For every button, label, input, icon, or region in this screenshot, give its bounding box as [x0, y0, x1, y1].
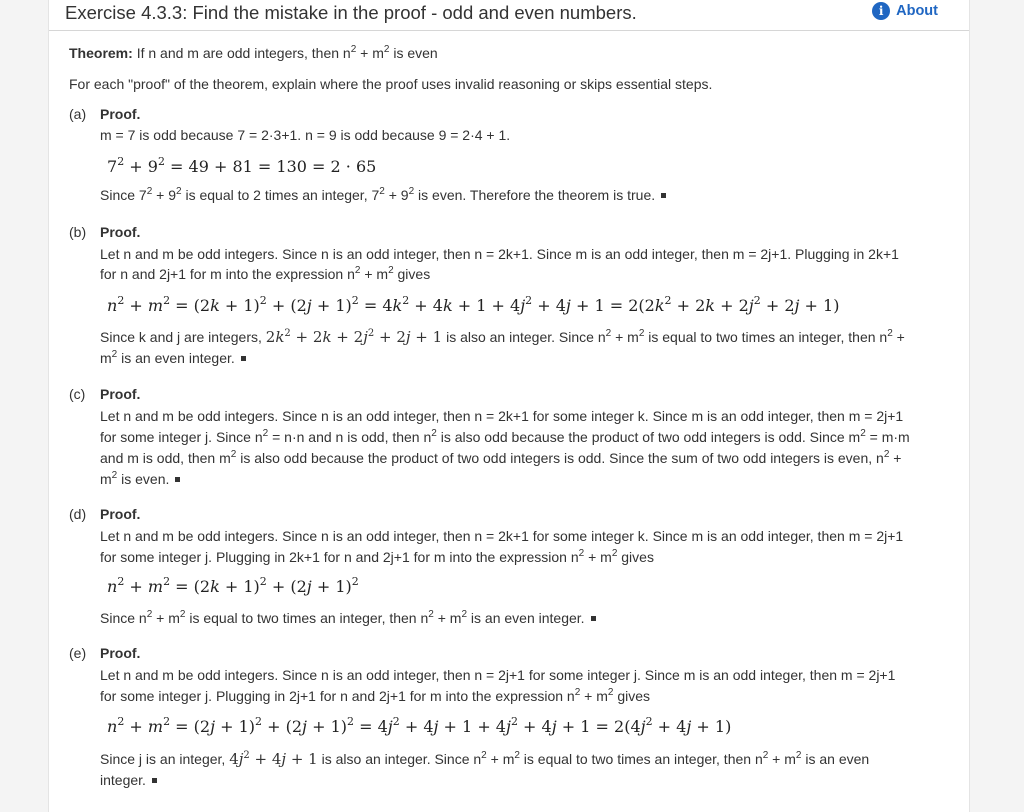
- qed-mark: [175, 477, 180, 482]
- part-b-line-2: for n and 2j+1 for m into the expression $n^2 + m^2$ gives: [100, 265, 431, 282]
- part-e-label: (e): [69, 645, 87, 661]
- part-d-line-1: Let n and m be odd integers. Since n is an odd integer, then n = 2k+1 for some integer k. Since m is an odd integer, then m = 2j+1: [100, 528, 904, 544]
- qed-mark: [591, 616, 596, 621]
- part-b-line-1: Let n and m be odd integers. Since n is an odd integer, then n = 2k+1. Since m is an odd integer, then m = 2j+1. Plugging in 2k+1: [100, 246, 899, 262]
- part-d-equation: $n^2 + m^2 = (2k + 1)^2 + (2j + 1)^2$: [107, 575, 359, 596]
- part-d-label: (d): [69, 506, 87, 522]
- part-b-line-4: Since k and j are integers, $2k^2 + 2k + 2j^2 + 2j + 1$ is also an integer. Since $n^2 + m^2$ is equal to two times an integer, then $n^2$ +: [100, 328, 905, 346]
- part-d-line-4: Since $n^2 + m^2$ is equal to two times an integer, then $n^2 + m^2$ is an even integer.: [100, 609, 596, 627]
- part-c-label: (c): [69, 386, 86, 402]
- qed-mark: [152, 778, 157, 783]
- part-e-proof-heading: Proof.: [100, 645, 141, 661]
- part-e-equation: $n^2 + m^2 = (2j + 1)^2 + (2j + 1)^2 = 4j^2 + 4j + 1 + 4j^2 + 4j + 1 = 2(4j^2 + 4j + 1)$: [107, 715, 732, 736]
- part-c-line-2: for some integer j. Since $n^2 = n\cdot n$ and n is odd, then $n^2$ is also odd because the product of two odd integers is odd. Since $m^2 = m\cdot m$: [100, 428, 910, 445]
- about-label: About: [896, 3, 938, 19]
- part-b-equation: $n^2 + m^2 = (2k + 1)^2 + (2j + 1)^2 = 4k^2 + 4k + 1 + 4j^2 + 4j + 1 = 2(2k^2 + 2k + 2j^2 + 2j + 1)$: [107, 294, 840, 315]
- part-c-proof-heading: Proof.: [100, 386, 141, 402]
- part-a-label: (a): [69, 106, 87, 122]
- part-b-line-5: $m^2$ is an even integer.: [100, 349, 246, 367]
- part-d-proof-heading: Proof.: [100, 506, 141, 522]
- part-c-line-1: Let n and m be odd integers. Since n is an odd integer, then n = 2k+1 for some integer k. Since m is an odd integer, then m = 2j+1: [100, 408, 904, 424]
- part-c-line-3: and m is odd, then $m^2$ is also odd because the product of two odd integers is odd. Since the sum of two odd integers is even, $n^2$ +: [100, 449, 902, 466]
- part-e-line-4: Since j is an integer, $4j^2 + 4j + 1$ is also an integer. Since $n^2 + m^2$ is equal to two times an integer, then $n^2 + m^2$ is an even: [100, 750, 870, 768]
- part-b-proof-heading: Proof.: [100, 224, 141, 240]
- header-divider: [49, 30, 969, 31]
- info-icon: i: [872, 2, 890, 20]
- theorem-statement: Theorem: If n and m are odd integers, then $n^2 + m^2$ is even: [69, 44, 438, 61]
- qed-mark: [661, 193, 666, 198]
- exercise-header: [49, 0, 969, 28]
- instructions: For each "proof" of the theorem, explain where the proof uses invalid reasoning or skips essential steps.: [69, 76, 713, 92]
- exercise-title: Exercise 4.3.3: Find the mistake in the proof - odd and even numbers.: [65, 2, 637, 23]
- exercise-card: [48, 0, 970, 812]
- part-c-line-4: $m^2$ is even.: [100, 470, 180, 488]
- part-a-proof-heading: Proof.: [100, 106, 141, 122]
- about-link[interactable]: [872, 2, 938, 20]
- part-e-line-5: integer.: [100, 771, 157, 789]
- part-b-label: (b): [69, 224, 87, 240]
- part-e-line-1: Let n and m be odd integers. Since n is an odd integer, then n = 2j+1 for some integer j. Since m is an odd integer, then m = 2j+1: [100, 667, 896, 683]
- part-a-line-1: m = 7 is odd because 7 = 2·3+1. n = 9 is odd because 9 = 2·4 + 1.: [100, 127, 511, 143]
- part-d-line-2: for some integer j. Plugging in 2k+1 for n and 2j+1 for m into the expression $n^2 + m^2$ gives: [100, 548, 654, 565]
- part-a-equation: $7^2 + 9^2 = 49 + 81 = 130 = 2 \cdot 65$: [107, 155, 377, 176]
- part-e-line-2: for some integer j. Plugging in 2j+1 for n and 2j+1 for m into the expression $n^2 + m^2$ gives: [100, 687, 651, 704]
- part-a-conclusion: Since $7^2 + 9^2$ is equal to 2 times an integer, $7^2 + 9^2$ is even. Therefore the theorem is true.: [100, 186, 666, 204]
- qed-mark: [241, 356, 246, 361]
- theorem-label: Theorem:: [69, 45, 133, 61]
